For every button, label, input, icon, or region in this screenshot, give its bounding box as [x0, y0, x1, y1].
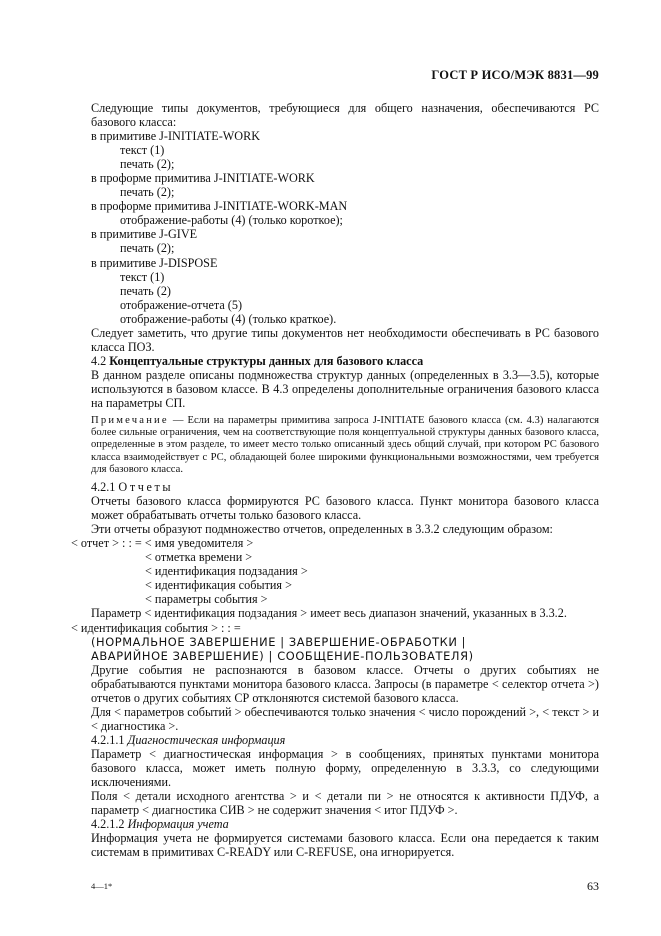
section-4-2-heading: 4.2 Концептуальные структуры данных для базового класса — [91, 353, 424, 368]
paragraph-event-params: Для < параметров событий > обеспечиваются только значения < число порождений >, < текст > и < диагностика >. — [91, 704, 599, 733]
grammar-report-items — [91, 550, 599, 606]
list-item: в проформе примитива J-INITIATE-WORK-MAN — [91, 199, 348, 214]
paragraph-fields: Поля < детали исходного агентства > и < детали пи > не относятся к активности ПДУФ, а параметр < диагностика СИВ > не содержит значения < итог ПДУФ >. — [91, 789, 599, 818]
grammar-item: < отметка времени > — [145, 550, 253, 565]
grammar-item: < идентификация события > — [145, 578, 292, 593]
paragraph-accounting: Информация учета не формируется системами базового класса. Если она передается к таким системам в примитивах C-READY или C-REFUSE, она игнорируется. — [91, 831, 599, 860]
paragraph-subset: Эти отчеты образуют подмножество отчетов, определенных в 3.3.2 следующим образом: — [91, 522, 553, 537]
grammar-event-head: < идентификация события > : : = — [71, 620, 241, 635]
paragraph-note-types: Следует заметить, что другие типы документов нет необходимости обеспечивать в РС базового класса ПОЗ. — [91, 325, 599, 354]
list-item: печать (2); — [120, 157, 175, 172]
list-item: текст (1) — [120, 269, 165, 284]
note-block — [91, 415, 599, 476]
document-types-list — [91, 129, 599, 326]
intro-text: Следующие типы документов, требующиеся для общего назначения, обеспечиваются РС базового класса: — [91, 101, 599, 130]
paragraph-section-4-2: В данном разделе описаны подмножества структур данных (определенных в 3.3—3.5), которые используются в базовом классе. В 4.3 определены дополнительные ограничения базового класса на параметры СП. — [91, 367, 599, 410]
list-item: текст (1) — [120, 143, 165, 158]
paragraph-reports: Отчеты базового класса формируются РС базового класса. Пункт монитора базового класса может обрабатывать отчеты только базового класса. — [91, 494, 599, 523]
list-item: отображение-отчета (5) — [120, 297, 243, 312]
list-item: в примитиве J-GIVE — [91, 227, 198, 242]
section-4-2-1-2-heading: 4.2.1.2 Информация учета — [91, 817, 229, 832]
intro-paragraph — [91, 101, 599, 129]
grammar-item: < идентификация подзадания > — [145, 564, 308, 579]
list-item: в проформе примитива J-INITIATE-WORK — [91, 171, 315, 186]
page-header: ГОСТ Р ИСО/МЭК 8831—99 — [431, 68, 599, 82]
paragraph-diagnostics: Параметр < диагностическая информация > в сообщениях, принятых пунктами монитора базового класса, может иметь полную форму, определенную в 3.3.3, со следующими исключениями. — [91, 746, 599, 790]
list-item: отображение-работы (4) (только короткое); — [120, 213, 343, 228]
paragraph-other-events: Другие события не распознаются в базовом классе. Отчеты о других событиях не обрабатываются пунктами монитора базового класса. Запросы (в параметре < селектор отчета >) отчетов о других событиях СР отклоняются системой базового класса. — [91, 662, 599, 705]
page-number: 63 — [587, 879, 599, 893]
event-values-line-2: АВАРИЙНОЕ ЗАВЕРШЕНИЕ) | СООБЩЕНИЕ-ПОЛЬЗОВАТЕЛЯ) — [91, 648, 474, 663]
section-4-2-1-1-heading: 4.2.1.1 Диагностическая информация — [91, 732, 286, 747]
note-text: — Если на параметры примитива запроса J-INITIATE базового класса (см. 4.3) налагаются более сильные ограничения, чем на соответствующие поля концептуальной структуры данных базового класса, определенные в этом разделе, то имеет место только описанный здесь общий случай, при котором РС базового класса взаимодействует с РС, обладающей более широкими функциональными возможностями, чем требуется для базового класса. — [91, 415, 600, 475]
section-4-2-1-heading: 4.2.1 Отчеты — [91, 480, 174, 495]
footer-code: 4—1* — [91, 881, 113, 891]
list-item: печать (2) — [120, 283, 171, 298]
grammar-item: < параметры события > — [145, 592, 268, 607]
list-item: в примитиве J-INITIATE-WORK — [91, 129, 261, 144]
event-values-line-1: (НОРМАЛЬНОЕ ЗАВЕРШЕНИЕ | ЗАВЕРШЕНИЕ-ОБРАБОТКИ | — [91, 634, 467, 649]
paragraph-subtask: Параметр < идентификация подзадания > имеет весь диапазон значений, указанных в 3.3.2. — [91, 606, 567, 621]
grammar-report-head: < отчет > : : = < имя уведомителя > — [71, 536, 254, 551]
list-item: в примитиве J-DISPOSE — [91, 255, 218, 270]
list-item: отображение-работы (4) (только краткое). — [120, 311, 337, 326]
list-item: печать (2); — [120, 241, 175, 256]
list-item: печать (2); — [120, 185, 175, 200]
document-body — [71, 101, 600, 860]
note-label: Примечание — [91, 415, 169, 427]
